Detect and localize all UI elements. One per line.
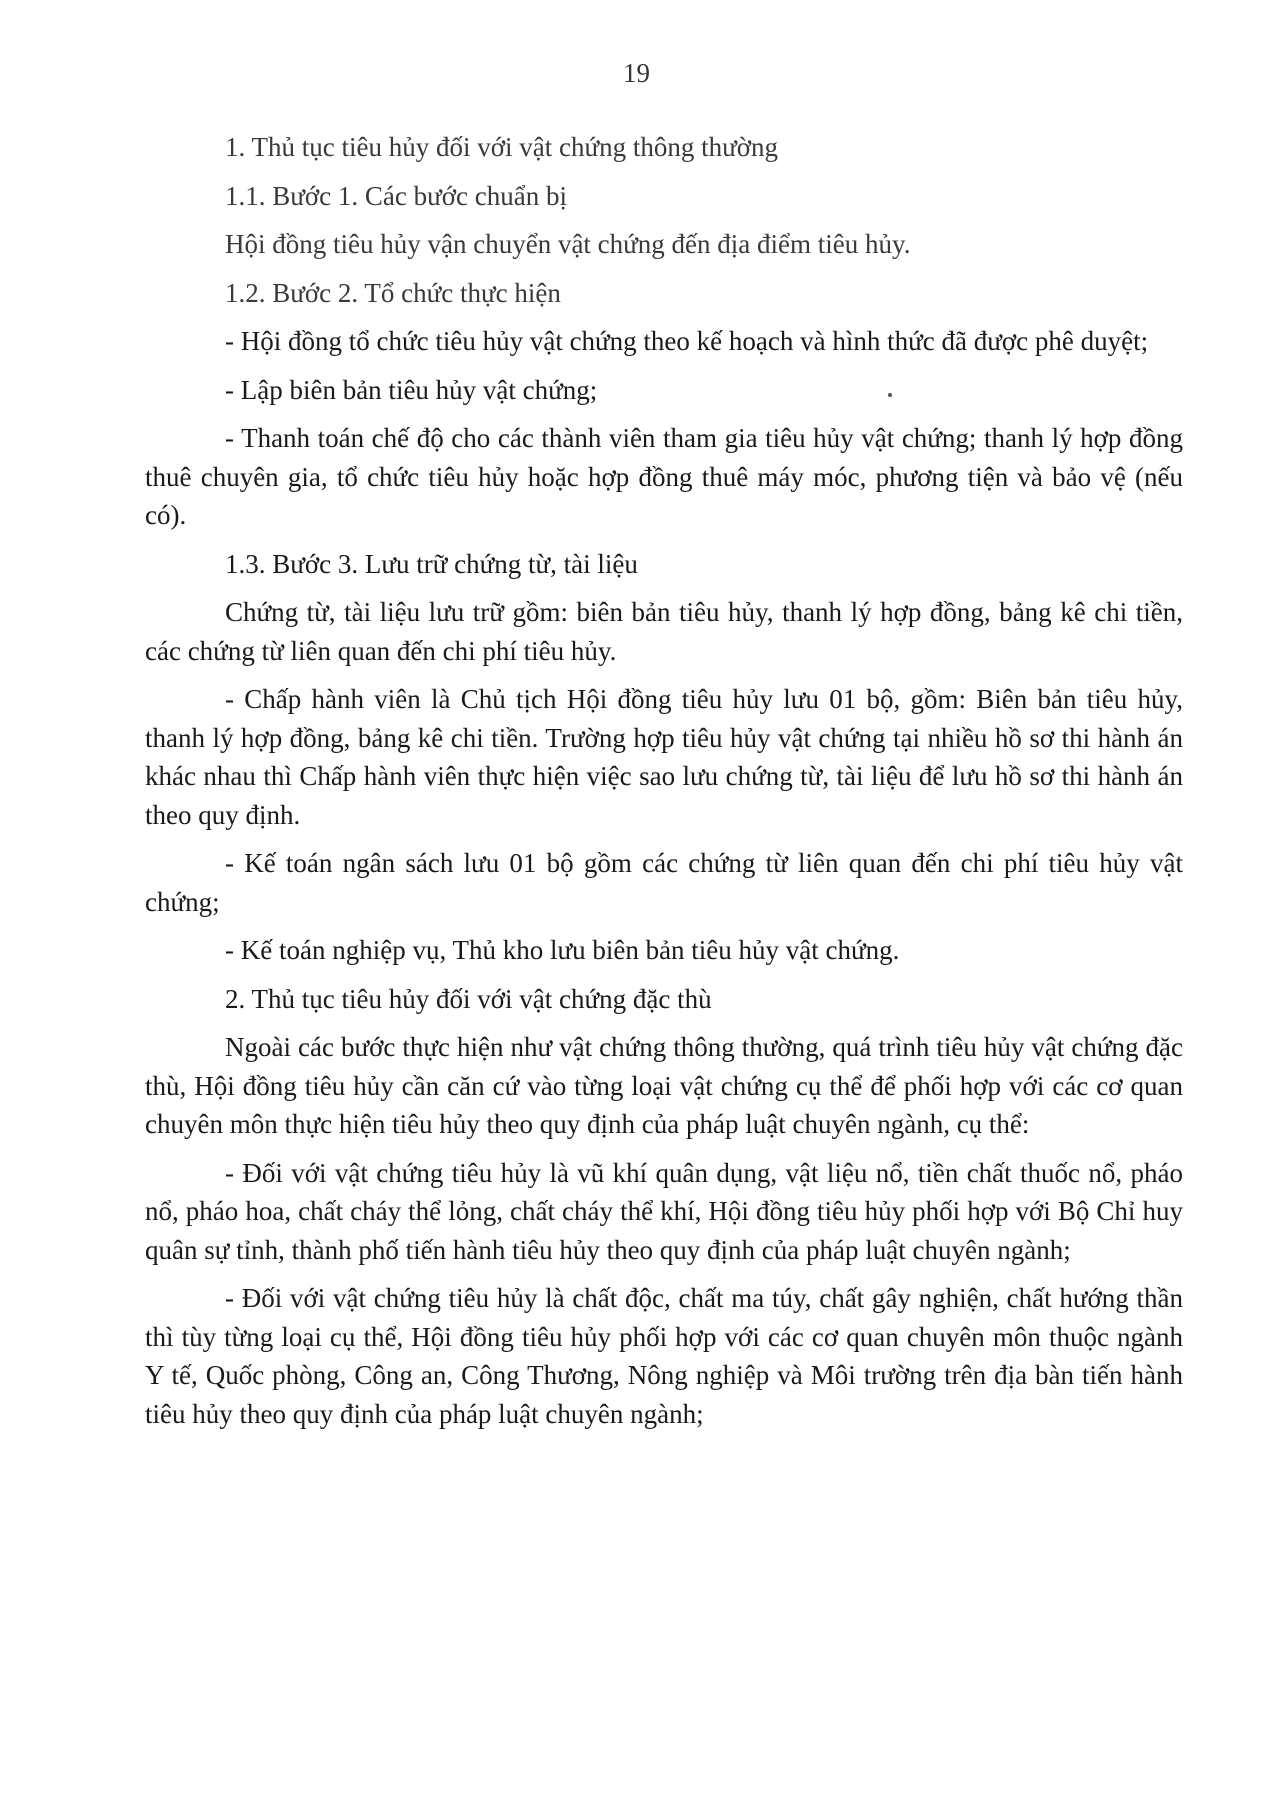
heading-step-1: 1.1. Bước 1. Các bước chuẩn bị xyxy=(225,180,567,211)
bullet-payment: - Thanh toán chế độ cho các thành viên tham gia tiêu hủy vật chứng; thanh lý hợp đồng thuê chuyên gia, tổ chức tiêu hủy hoặc hợp đồng thuê máy móc, phương tiện và bảo vệ (nếu có). xyxy=(145,423,1183,530)
bullet-organize-destruction: - Hội đồng tổ chức tiêu hủy vật chứng theo kế hoạch và hình thức đã được phê duyệt; xyxy=(225,326,1149,356)
bullet-toxic-drugs: - Đối với vật chứng tiêu hủy là chất độc, chất ma túy, chất gây nghiện, chất hướng thần thì tùy từng loại cụ thể, Hội đồng tiêu hủy phối hợp với các cơ quan chuyên môn thuộc ngành Y tế, Quốc phòng, Công an, Công Thương, Nông nghiệp và Môi trường trên địa bàn tiến hành tiêu hủy theo quy định của pháp luật chuyên ngành; xyxy=(145,1283,1183,1429)
heading-step-2: 1.2. Bước 2. Tổ chức thực hiện xyxy=(225,277,561,308)
bullet-budget-accountant: - Kế toán ngân sách lưu 01 bộ gồm các chứng từ liên quan đến chi phí tiêu hủy vật chứng; xyxy=(145,848,1183,917)
document-body xyxy=(145,128,1183,1443)
heading-procedure-ordinary: 1. Thủ tục tiêu hủy đối với vật chứng thông thường xyxy=(225,132,779,162)
page-number: 19 xyxy=(623,58,650,88)
paragraph-special-intro: Ngoài các bước thực hiện như vật chứng thông thường, quá trình tiêu hủy vật chứng đặc thù, Hội đồng tiêu hủy cần căn cứ vào từng loại vật chứng cụ thể để phối hợp với các cơ quan chuyên môn thực hiện tiêu hủy theo quy định của pháp luật chuyên ngành, cụ thể: xyxy=(145,1032,1183,1139)
heading-procedure-special: 2. Thủ tục tiêu hủy đối với vật chứng đặc thù xyxy=(225,983,712,1014)
heading-step-3: 1.3. Bước 3. Lưu trữ chứng từ, tài liệu xyxy=(225,548,638,579)
paragraph-archive-documents: Chứng từ, tài liệu lưu trữ gồm: biên bản tiêu hủy, thanh lý hợp đồng, bảng kê chi tiền, các chứng từ liên quan đến chi phí tiêu hủy. xyxy=(145,597,1183,666)
bullet-make-minutes: - Lập biên bản tiêu hủy vật chứng; xyxy=(225,374,598,405)
bullet-operations-accountant: - Kế toán nghiệp vụ, Thủ kho lưu biên bản tiêu hủy vật chứng. xyxy=(225,935,900,965)
paragraph-step-1-body: Hội đồng tiêu hủy vận chuyển vật chứng đến địa điểm tiêu hủy. xyxy=(225,229,911,259)
bullet-weapons-explosives: - Đối với vật chứng tiêu hủy là vũ khí quân dụng, vật liệu nổ, tiền chất thuốc nổ, pháo nổ, pháo hoa, chất cháy thể lỏng, chất cháy thể khí, Hội đồng tiêu hủy phối hợp với Bộ Chỉ huy quân sự tỉnh, thành phố tiến hành tiêu hủy theo quy định của pháp luật chuyên ngành; xyxy=(145,1157,1183,1265)
bullet-enforcement-officer: - Chấp hành viên là Chủ tịch Hội đồng tiêu hủy lưu 01 bộ, gồm: Biên bản tiêu hủy, thanh lý hợp đồng, bảng kê chi tiền. Trường hợp tiêu hủy vật chứng tại nhiều hồ sơ thi hành án khác nhau thì Chấp hành viên thực hiện việc sao lưu chứng từ, tài liệu để lưu hồ sơ thi hành án theo quy định. xyxy=(145,684,1183,830)
